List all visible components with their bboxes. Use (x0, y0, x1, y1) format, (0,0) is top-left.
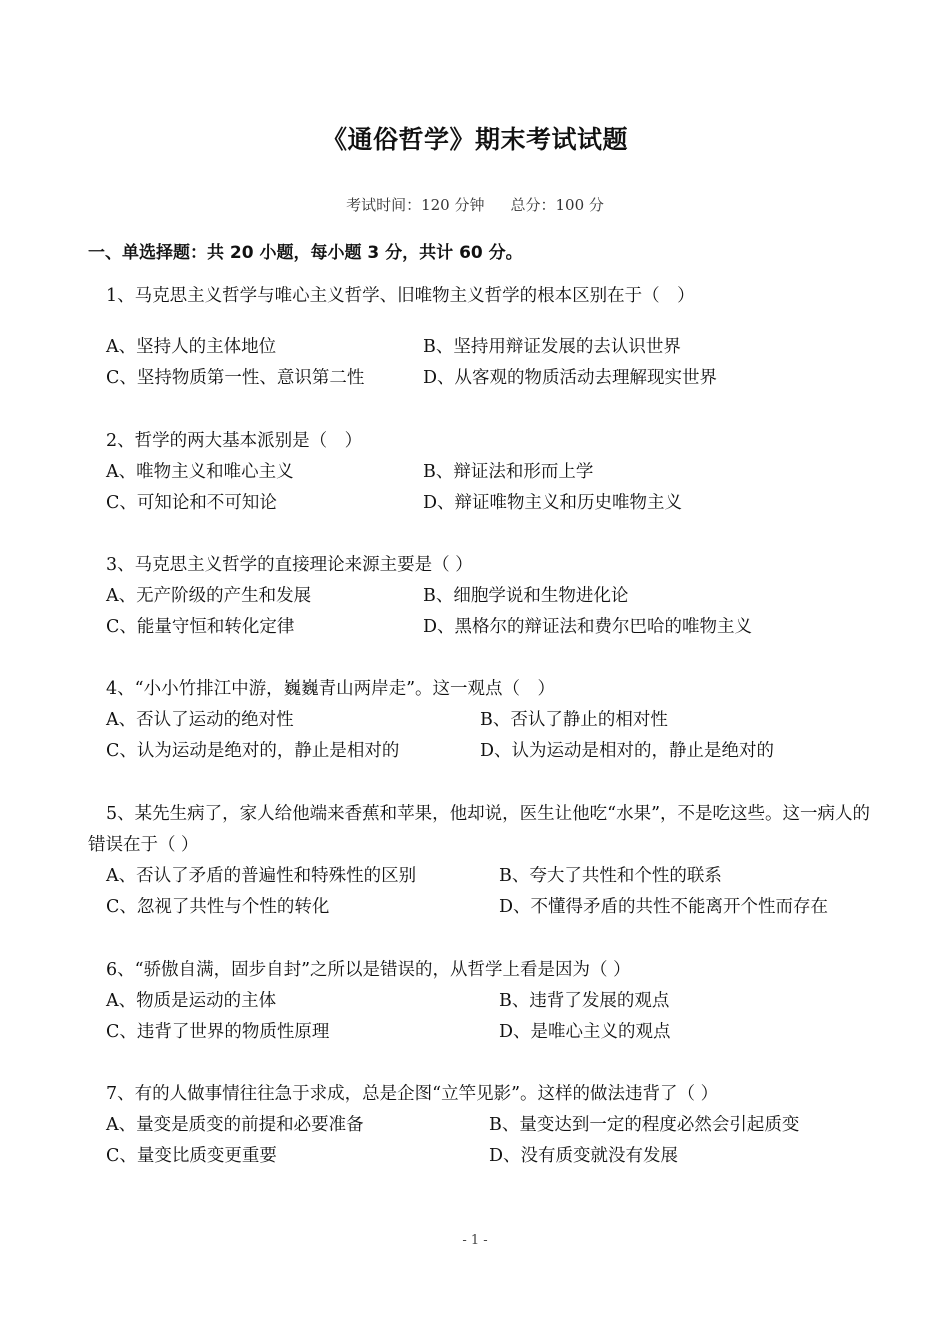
option-a: A、坚持人的主体地位 (106, 337, 277, 357)
option-d: D、黑格尔的辩证法和费尔巴哈的唯物主义 (423, 617, 753, 637)
question-stem: 7、有的人做事情往往急于求成，总是企图“立竿见影”。这样的做法违背了（ ） (106, 1084, 719, 1104)
question-stem: 1、马克思主义哲学与唯心主义哲学、旧唯物主义哲学的根本区别在于（ ） (106, 286, 695, 306)
option-c: C、违背了世界的物质性原理 (106, 1022, 330, 1042)
option-a: A、无产阶级的产生和发展 (106, 586, 312, 606)
total-score: 总分：100 分 (510, 196, 604, 214)
option-c: C、可知论和不可知论 (106, 493, 277, 513)
option-b: B、违背了发展的观点 (499, 991, 670, 1011)
question-stem: 5、某先生病了，家人给他端来香蕉和苹果，他却说，医生让他吃“水果”，不是吃这些。这一病人的错误在于（ ） (88, 804, 871, 855)
question-7 (88, 1079, 878, 1172)
page-number: - 1 - (462, 1233, 488, 1248)
option-a: A、唯物主义和唯心主义 (106, 462, 294, 482)
option-d: D、辩证唯物主义和历史唯物主义 (423, 493, 683, 513)
option-a: A、否认了运动的绝对性 (106, 710, 294, 730)
question-6 (88, 955, 878, 1048)
option-b: B、量变达到一定的程度必然会引起质变 (489, 1115, 800, 1135)
exam-time: 考试时间：120 分钟 (346, 196, 485, 214)
option-c: C、坚持物质第一性、意识第二性 (106, 368, 365, 388)
question-4 (88, 674, 878, 767)
option-b: B、辩证法和形而上学 (423, 462, 594, 482)
page-title: 《通俗哲学》期末考试试题 (321, 125, 628, 154)
options (88, 861, 878, 923)
option-d: D、从客观的物质活动去理解现实世界 (423, 368, 718, 388)
options (88, 986, 878, 1048)
question-stem: 4、“小小竹排江中游，巍巍青山两岸走”。这一观点（ ） (106, 679, 556, 699)
option-b: B、坚持用辩证发展的去认识世界 (423, 337, 681, 357)
question-1 (88, 281, 878, 394)
exam-meta (0, 194, 950, 215)
option-b: B、细胞学说和生物进化论 (423, 586, 629, 606)
question-stem: 3、马克思主义哲学的直接理论来源主要是（ ） (106, 555, 473, 575)
question-5 (88, 799, 878, 923)
option-b: B、夸大了共性和个性的联系 (499, 866, 722, 886)
question-stem: 2、哲学的两大基本派别是（ ） (106, 431, 363, 451)
options (88, 457, 878, 519)
option-d: D、是唯心主义的观点 (499, 1022, 671, 1042)
question-2 (88, 426, 878, 519)
option-d: D、认为运动是相对的，静止是绝对的 (480, 741, 775, 761)
option-b: B、否认了静止的相对性 (480, 710, 668, 730)
option-d: D、没有质变就没有发展 (489, 1146, 679, 1166)
option-c: C、认为运动是绝对的，静止是相对的 (106, 741, 400, 761)
option-a: A、否认了矛盾的普遍性和特殊性的区别 (106, 866, 417, 886)
options (88, 332, 878, 394)
option-a: A、量变是质变的前提和必要准备 (106, 1115, 364, 1135)
option-a: A、物质是运动的主体 (106, 991, 277, 1011)
options (88, 705, 878, 767)
options (88, 581, 878, 643)
option-c: C、量变比质变更重要 (106, 1146, 277, 1166)
option-c: C、能量守恒和转化定律 (106, 617, 295, 637)
option-d: D、不懂得矛盾的共性不能离开个性而存在 (499, 897, 829, 917)
question-3 (88, 550, 878, 643)
option-c: C、忽视了共性与个性的转化 (106, 897, 330, 917)
section-heading: 一、单选择题：共 20 小题，每小题 3 分，共计 60 分。 (88, 243, 523, 263)
options (88, 1110, 878, 1172)
question-stem: 6、“骄傲自满，固步自封”之所以是错误的，从哲学上看是因为（ ） (106, 960, 631, 980)
